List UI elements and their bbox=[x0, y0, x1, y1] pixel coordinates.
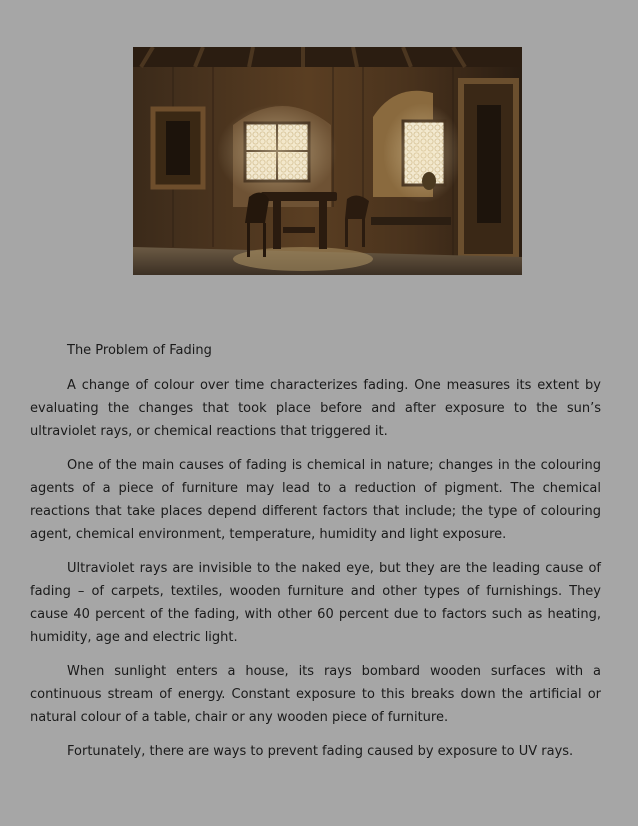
paragraph-1: A change of colour over time characterizes fading. One measures its extent by evaluating the changes that took place before and after exposure to the sun’s ultraviolet rays, or chemical reactions that triggered it. bbox=[30, 378, 601, 439]
paragraph-4: When sunlight enters a house, its rays bombard wooden surfaces with a continuous stream of energy. Constant exposure to this breaks down the artificial or natural colour of a table, chair or any wooden piece of furniture. bbox=[30, 664, 601, 725]
paragraph-3: Ultraviolet rays are invisible to the naked eye, but they are the leading cause of fading – of carpets, textiles, wooden furniture and other types of furnishings. They cause 40 percent of the fading, with other 60 percent due to factors such as heating, humidity, age and electric light. bbox=[30, 561, 601, 645]
article bbox=[30, 340, 601, 774]
paragraph-5: Fortunately, there are ways to prevent fading caused by exposure to UV rays. bbox=[67, 744, 574, 759]
room-photo bbox=[133, 47, 522, 275]
article-title: The Problem of Fading bbox=[67, 343, 212, 358]
paragraph-2: One of the main causes of fading is chemical in nature; changes in the colouring agents of a piece of furniture may lead to a reduction of pigment. The chemical reactions that take places depend different factors that include; the type of colouring agent, chemical environment, temperature, humidity and light exposure. bbox=[30, 458, 601, 542]
